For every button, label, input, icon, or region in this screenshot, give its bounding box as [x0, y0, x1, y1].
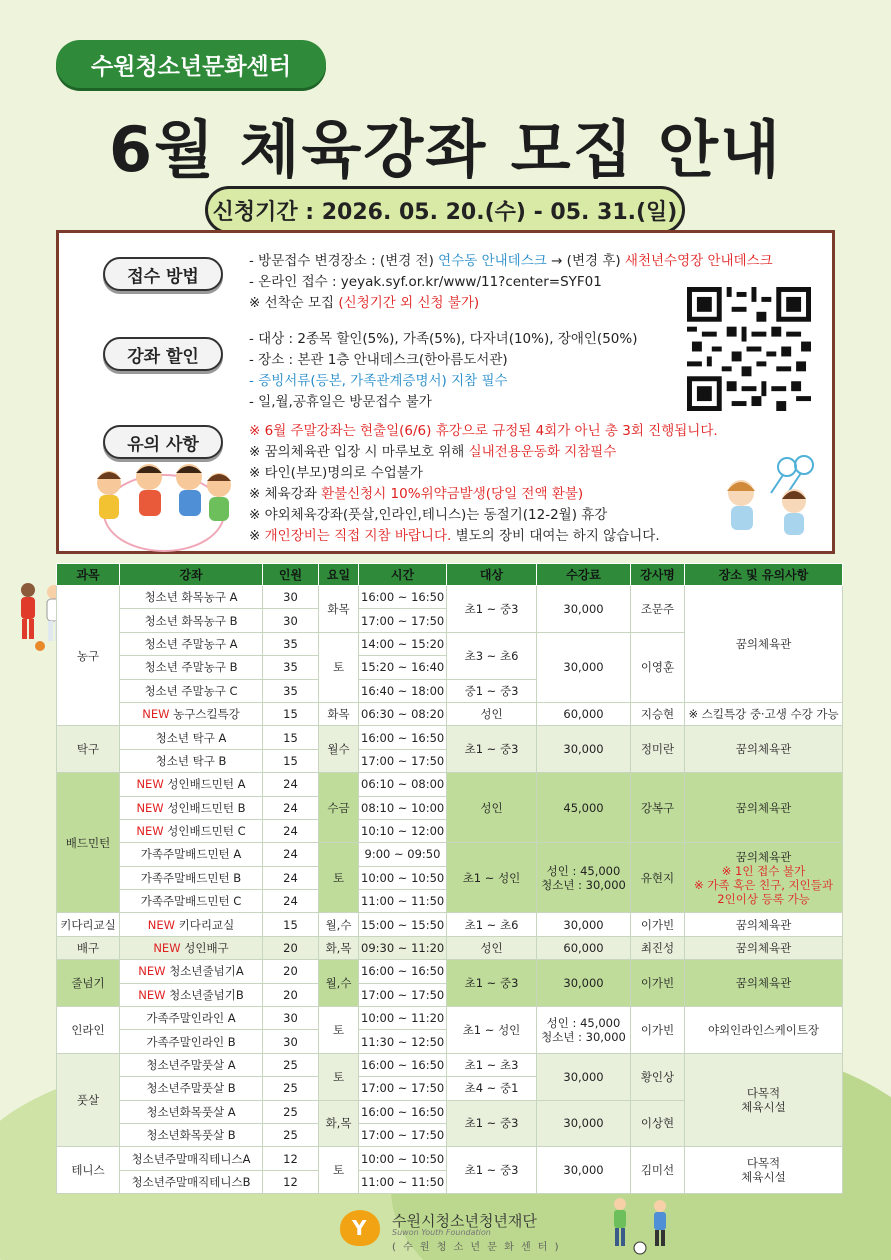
time-cell: 10:00 ~ 10:50 [359, 866, 447, 889]
new-badge: NEW [153, 941, 185, 956]
course-cell [120, 983, 263, 1006]
discount-details [249, 329, 637, 413]
target-cell: 초4 ~ 중1 [447, 1077, 537, 1100]
foundation-logo [340, 1206, 600, 1256]
course-cell: 청소년 주말농구 A [120, 632, 263, 655]
header-location: 장소 및 유의사항 [685, 564, 843, 586]
fee-cell: 30,000 [537, 632, 631, 702]
text: ※ 타인(부모)명의로 수업불가 [249, 465, 423, 481]
location-cell: 야외인라인스케이트장 [685, 1007, 843, 1054]
time-cell: 10:10 ~ 12:00 [359, 819, 447, 842]
header-day: 요일 [319, 564, 359, 586]
new-badge: NEW [136, 800, 168, 815]
children-illustration-icon [89, 443, 239, 553]
section-label-notes: 유의 사항 [103, 425, 223, 459]
table-row [57, 936, 843, 959]
notes-details [249, 421, 718, 547]
day-cell: 월,수 [319, 960, 359, 1007]
foundation-name-en: Suwon Youth Foundation [392, 1228, 491, 1237]
target-cell: 초1 ~ 중3 [447, 726, 537, 773]
time-cell: 16:00 ~ 16:50 [359, 960, 447, 983]
time-cell: 11:00 ~ 11:50 [359, 890, 447, 913]
text: ※ 6월 주말강좌는 현출일(6/6) 휴강으로 규정된 4회가 아닌 총 3회 진행됩니다. [249, 423, 718, 439]
subject-cell: 배드민턴 [57, 773, 120, 913]
text: ※ 체육강좌 [249, 486, 322, 502]
target-cell: 성인 [447, 702, 537, 725]
course-cell: 청소년화목풋살 B [120, 1123, 263, 1146]
info-box [56, 230, 835, 554]
location-cell: 꿈의체육관 [685, 726, 843, 773]
soccer-players-icon [600, 1196, 690, 1256]
capacity-cell: 30 [263, 1007, 319, 1030]
location-cell [685, 1147, 843, 1194]
time-cell: 16:00 ~ 16:50 [359, 1053, 447, 1076]
text: ※ [249, 528, 265, 544]
time-cell: 11:00 ~ 11:50 [359, 1170, 447, 1193]
location-cell: 꿈의체육관 [685, 773, 843, 843]
location-line: 다목적 [746, 1086, 781, 1101]
text: - 일,월,공휴일은 방문접수 불가 [249, 394, 432, 410]
fee-adult: 성인 : 45,000 [546, 1015, 621, 1030]
day-cell: 월,수 [319, 913, 359, 936]
capacity-cell: 25 [263, 1100, 319, 1123]
target-cell: 초1 ~ 성인 [447, 1007, 537, 1054]
course-cell [120, 960, 263, 983]
application-period: 신청기간 : 2026. 05. 20.(수) - 05. 31.(일) [205, 186, 685, 234]
table-row [57, 702, 843, 725]
table-header-row [57, 564, 843, 586]
capacity-cell: 25 [263, 1077, 319, 1100]
location-line: 다목적 [746, 1156, 781, 1171]
fee-cell: 30,000 [537, 726, 631, 773]
table-row [57, 960, 843, 983]
text: 별도의 장비 대여는 하지 않습니다. [451, 528, 660, 544]
time-cell: 15:00 ~ 15:50 [359, 913, 447, 936]
time-cell: 16:00 ~ 16:50 [359, 726, 447, 749]
course-cell: 청소년 주말농구 C [120, 679, 263, 702]
capacity-cell: 30 [263, 586, 319, 609]
capacity-cell: 24 [263, 773, 319, 796]
center-name: ( 수 원 청 소 년 문 화 센 터 ) [392, 1242, 561, 1253]
instructor-cell: 이상현 [631, 1100, 685, 1147]
capacity-cell: 35 [263, 632, 319, 655]
subject-cell: 배구 [57, 936, 120, 959]
instructor-cell: 김미선 [631, 1147, 685, 1194]
capacity-cell: 12 [263, 1170, 319, 1193]
course-name: 농구스킬특강 [173, 707, 240, 722]
instructor-cell: 이영훈 [631, 632, 685, 702]
time-cell: 9:00 ~ 09:50 [359, 843, 447, 866]
target-cell: 성인 [447, 936, 537, 959]
new-badge: NEW [147, 917, 179, 932]
page-title: 6월 체육강좌 모집 안내 [109, 113, 782, 186]
fee-cell: 60,000 [537, 702, 631, 725]
capacity-cell: 24 [263, 890, 319, 913]
fee-cell: 30,000 [537, 1147, 631, 1194]
day-cell: 수금 [319, 773, 359, 843]
section-label-discount: 강좌 할인 [103, 337, 223, 371]
target-cell: 초1 ~ 초3 [447, 1053, 537, 1076]
time-cell: 17:00 ~ 17:50 [359, 749, 447, 772]
instructor-cell: 조문주 [631, 586, 685, 633]
location-cell [685, 843, 843, 913]
new-badge: NEW [142, 707, 174, 722]
capacity-cell: 25 [263, 1123, 319, 1146]
text: - 대상 : 2종목 할인(5%), 가족(5%), 다자녀(10%), 장애인(50%) [249, 331, 638, 347]
time-cell: 17:00 ~ 17:50 [359, 1077, 447, 1100]
fee-cell: 30,000 [537, 960, 631, 1007]
header-fee: 수강료 [537, 564, 631, 586]
fee-cell: 30,000 [537, 1053, 631, 1100]
text: - 장소 : 본관 1층 안내데스크(한아름도서관) [249, 352, 508, 368]
table-row [57, 843, 843, 866]
table-row [57, 773, 843, 796]
capacity-cell: 24 [263, 796, 319, 819]
text: 환불신청시 10%위약금발생(당일 전액 환불) [321, 486, 584, 502]
fee-cell: 60,000 [537, 936, 631, 959]
course-cell: 가족주말배드민턴 C [120, 890, 263, 913]
capacity-cell: 30 [263, 1030, 319, 1053]
location-line: 체육시설 [741, 1100, 786, 1115]
note: ※ 1인 접수 불가 [721, 863, 806, 878]
course-cell [120, 819, 263, 842]
instructor-cell: 정미란 [631, 726, 685, 773]
schedule-table [56, 563, 843, 1194]
day-cell: 화,목 [319, 936, 359, 959]
capacity-cell: 24 [263, 843, 319, 866]
fee-cell [537, 1007, 631, 1054]
instructor-cell: 지승현 [631, 702, 685, 725]
subject-cell: 탁구 [57, 726, 120, 773]
text: 실내전용운동화 지참필수 [468, 444, 617, 460]
header-subject: 과목 [57, 564, 120, 586]
capacity-cell: 20 [263, 983, 319, 1006]
subject-cell: 농구 [57, 586, 120, 726]
header-time: 시간 [359, 564, 447, 586]
text: 개인장비는 직접 지참 바랍니다. [264, 528, 452, 544]
instructor-cell: 이가빈 [631, 913, 685, 936]
header-course: 강좌 [120, 564, 263, 586]
text: 연수동 안내데스크 [438, 253, 547, 269]
instructor-cell: 강복구 [631, 773, 685, 843]
course-cell: 청소년주말풋살 B [120, 1077, 263, 1100]
org-badge: 수원청소년문화센터 [56, 40, 326, 88]
course-cell: 가족주말인라인 B [120, 1030, 263, 1053]
location-cell: 꿈의체육관 [685, 936, 843, 959]
target-cell: 초3 ~ 초6 [447, 632, 537, 679]
course-cell [120, 773, 263, 796]
day-cell: 토 [319, 1147, 359, 1194]
course-cell: 청소년 주말농구 B [120, 656, 263, 679]
course-cell: 가족주말배드민턴 B [120, 866, 263, 889]
course-cell [120, 936, 263, 959]
capacity-cell: 15 [263, 726, 319, 749]
day-cell: 토 [319, 632, 359, 702]
capacity-cell: 20 [263, 960, 319, 983]
course-name: 성인배드민턴 B [167, 800, 246, 815]
subject-cell: 풋살 [57, 1053, 120, 1147]
note: ※ 가족 혹은 친구, 지인들과 [693, 877, 833, 892]
time-cell: 09:30 ~ 11:20 [359, 936, 447, 959]
new-badge: NEW [138, 964, 170, 979]
time-cell: 14:00 ~ 15:20 [359, 632, 447, 655]
header-capacity: 인원 [263, 564, 319, 586]
capacity-cell: 15 [263, 702, 319, 725]
course-name: 성인배구 [184, 941, 229, 956]
capacity-cell: 20 [263, 936, 319, 959]
logo-mark: Y [352, 1216, 367, 1240]
course-cell: 청소년주말매직테니스A [120, 1147, 263, 1170]
new-badge: NEW [136, 777, 168, 792]
course-cell [120, 913, 263, 936]
day-cell: 월수 [319, 726, 359, 773]
course-cell: 청소년주말매직테니스B [120, 1170, 263, 1193]
capacity-cell: 12 [263, 1147, 319, 1170]
text: ※ 선착순 모집 [249, 295, 339, 311]
time-cell: 08:10 ~ 10:00 [359, 796, 447, 819]
day-cell: 화목 [319, 586, 359, 633]
fee-cell: 30,000 [537, 913, 631, 936]
day-cell: 토 [319, 843, 359, 913]
day-cell: 화,목 [319, 1100, 359, 1147]
time-cell: 17:00 ~ 17:50 [359, 1123, 447, 1146]
location-line: 체육시설 [741, 1170, 786, 1185]
text: - 방문접수 변경장소 : (변경 전) [249, 253, 439, 269]
badminton-kids-illustration-icon [709, 453, 829, 553]
course-cell: 가족주말인라인 A [120, 1007, 263, 1030]
instructor-cell: 이가빈 [631, 1007, 685, 1054]
course-cell: 청소년 화목농구 B [120, 609, 263, 632]
header-target: 대상 [447, 564, 537, 586]
course-cell: 청소년 탁구 A [120, 726, 263, 749]
time-cell: 10:00 ~ 11:20 [359, 1007, 447, 1030]
online-url: - 온라인 접수 : yeyak.syf.or.kr/www/11?center=SYF01 [249, 274, 602, 290]
instructor-cell: 최진성 [631, 936, 685, 959]
text: ※ 꿈의체육관 입장 시 마루보호 위해 [249, 444, 469, 460]
time-cell: 06:10 ~ 08:00 [359, 773, 447, 796]
table-row [57, 726, 843, 749]
capacity-cell: 25 [263, 1053, 319, 1076]
text: - 증빙서류(등본, 가족관계증명서) 지참 필수 [249, 373, 508, 389]
instructor-cell: 이가빈 [631, 960, 685, 1007]
fee-cell [537, 843, 631, 913]
location-cell: 꿈의체육관 [685, 913, 843, 936]
instructor-cell: 유현지 [631, 843, 685, 913]
capacity-cell: 15 [263, 913, 319, 936]
time-cell: 16:00 ~ 16:50 [359, 1100, 447, 1123]
time-cell: 17:00 ~ 17:50 [359, 983, 447, 1006]
target-cell: 초1 ~ 중3 [447, 1147, 537, 1194]
new-badge: NEW [136, 824, 168, 839]
table-row [57, 1053, 843, 1076]
target-cell: 중1 ~ 중3 [447, 679, 537, 702]
location-cell: 꿈의체육관 [685, 586, 843, 703]
text: → (변경 후) [546, 253, 625, 269]
course-cell: 가족주말배드민턴 A [120, 843, 263, 866]
fee-cell: 30,000 [537, 586, 631, 633]
day-cell: 토 [319, 1007, 359, 1054]
section-label-apply: 접수 방법 [103, 257, 223, 291]
capacity-cell: 24 [263, 819, 319, 842]
target-cell: 초1 ~ 초6 [447, 913, 537, 936]
course-name: 청소년줄넘기A [169, 964, 244, 979]
target-cell: 초1 ~ 성인 [447, 843, 537, 913]
course-name: 청소년줄넘기B [169, 987, 244, 1002]
time-cell: 06:30 ~ 08:20 [359, 702, 447, 725]
time-cell: 15:20 ~ 16:40 [359, 656, 447, 679]
subject-cell: 인라인 [57, 1007, 120, 1054]
target-cell: 초1 ~ 중3 [447, 1100, 537, 1147]
capacity-cell: 30 [263, 609, 319, 632]
location-cell [685, 1053, 843, 1147]
course-name: 성인배드민턴 C [167, 824, 246, 839]
time-cell: 16:40 ~ 18:00 [359, 679, 447, 702]
text: 새천년수영장 안내데스크 [624, 253, 773, 269]
time-cell: 11:30 ~ 12:50 [359, 1030, 447, 1053]
capacity-cell: 24 [263, 866, 319, 889]
fee-cell: 30,000 [537, 1100, 631, 1147]
header-instructor: 강사명 [631, 564, 685, 586]
subject-cell: 키다리교실 [57, 913, 120, 936]
new-badge: NEW [138, 987, 170, 1002]
course-cell [120, 702, 263, 725]
course-name: 키다리교실 [178, 917, 235, 932]
qr-code-icon[interactable] [687, 287, 811, 411]
fee-adult: 성인 : 45,000 [546, 863, 621, 878]
capacity-cell: 35 [263, 656, 319, 679]
subject-cell: 줄넘기 [57, 960, 120, 1007]
target-cell: 성인 [447, 773, 537, 843]
time-cell: 17:00 ~ 17:50 [359, 609, 447, 632]
text: (신청기간 외 신청 불가) [338, 295, 480, 311]
day-cell: 화목 [319, 702, 359, 725]
day-cell: 토 [319, 1053, 359, 1100]
instructor-cell: 황인상 [631, 1053, 685, 1100]
target-cell: 초1 ~ 중3 [447, 586, 537, 633]
course-cell: 청소년주말풋살 A [120, 1053, 263, 1076]
course-cell: 청소년화목풋살 A [120, 1100, 263, 1123]
location-name: 꿈의체육관 [735, 849, 792, 864]
table-row [57, 586, 843, 609]
fee-youth: 청소년 : 30,000 [541, 877, 626, 892]
target-cell: 초1 ~ 중3 [447, 960, 537, 1007]
course-cell [120, 796, 263, 819]
capacity-cell: 35 [263, 679, 319, 702]
subject-cell: 테니스 [57, 1147, 120, 1194]
course-cell: 청소년 탁구 B [120, 749, 263, 772]
course-name: 성인배드민턴 A [167, 777, 246, 792]
time-cell: 10:00 ~ 10:50 [359, 1147, 447, 1170]
foundation-name: 수원시청소년청년재단 [392, 1212, 537, 1230]
note: 2인이상 등록 가능 [717, 891, 810, 906]
table-row [57, 913, 843, 936]
capacity-cell: 15 [263, 749, 319, 772]
fee-cell: 45,000 [537, 773, 631, 843]
text: ※ 야외체육강좌(풋살,인라인,테니스)는 동절기(12-2월) 휴강 [249, 507, 608, 523]
course-cell: 청소년 화목농구 A [120, 586, 263, 609]
fee-youth: 청소년 : 30,000 [541, 1029, 626, 1044]
table-row [57, 1007, 843, 1030]
table-row [57, 1147, 843, 1170]
location-cell: ※ 스킬특강 중·고생 수강 가능 [685, 702, 843, 725]
location-cell: 꿈의체육관 [685, 960, 843, 1007]
time-cell: 16:00 ~ 16:50 [359, 586, 447, 609]
